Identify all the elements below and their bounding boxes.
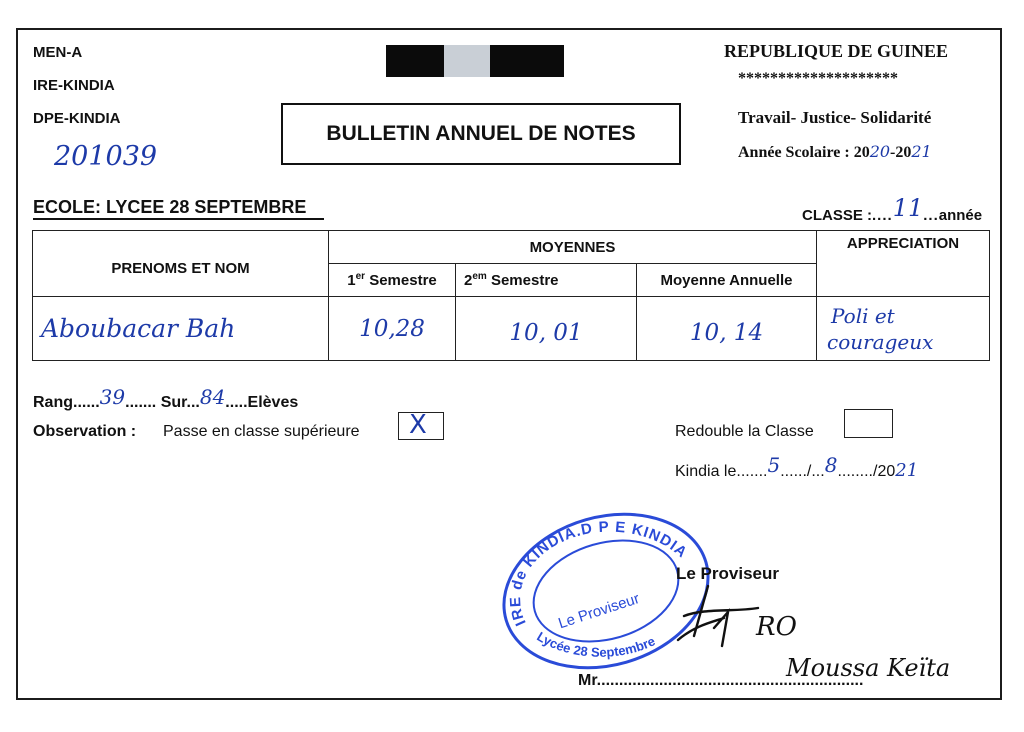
school-year-hand-2: 21 bbox=[911, 142, 932, 161]
school-year-label: Année Scolaire : 20 bbox=[738, 144, 870, 161]
date-year-hand: 21 bbox=[895, 460, 919, 481]
class-field bbox=[802, 194, 983, 226]
signature-scribble bbox=[664, 578, 774, 658]
sem2-value: 10, 01 bbox=[456, 297, 637, 361]
date-label: Kindia le bbox=[675, 463, 737, 480]
header-sem1 bbox=[329, 264, 456, 297]
date-day: 5 bbox=[767, 453, 781, 477]
appreciation-line-2: courageux bbox=[827, 329, 934, 354]
class-label: CLASSE : bbox=[802, 207, 873, 224]
signature-initials: RO bbox=[756, 612, 797, 642]
motto: Travail- Justice- Solidarité bbox=[738, 108, 932, 127]
sur-label: Sur bbox=[160, 394, 187, 411]
eleves-label: Elèves bbox=[247, 394, 299, 411]
dpe-line: DPE-KINDIA bbox=[33, 110, 121, 127]
school-year-hand-1: 20 bbox=[869, 142, 891, 161]
school-name: ECOLE: LYCEE 28 SEPTEMBRE bbox=[33, 197, 324, 220]
rank-dots-b: ....... bbox=[125, 394, 157, 411]
student-name: Aboubacar Bah bbox=[33, 297, 329, 361]
stars-line: ******************** bbox=[738, 70, 898, 87]
stamp-outer-text: IRE de KINDIA.D P E KINDIA bbox=[506, 518, 691, 629]
redaction-bar bbox=[386, 45, 564, 77]
mr-dots: ........................................................... bbox=[601, 672, 864, 689]
sem1-prefix: 1 bbox=[347, 272, 356, 289]
signatory-title: Le Proviseur bbox=[676, 564, 779, 583]
header-annual: Moyenne Annuelle bbox=[637, 264, 817, 297]
country-name: REPUBLIQUE DE GUINEE bbox=[724, 41, 949, 61]
sem1-suffix: Semestre bbox=[365, 272, 437, 289]
date-line bbox=[675, 453, 919, 481]
rank-dots-c: ... bbox=[186, 394, 200, 411]
date-dots-c: ... bbox=[811, 463, 825, 480]
sem2-sup: em bbox=[472, 271, 487, 282]
class-dots-right: ... bbox=[923, 207, 939, 224]
sem2-prefix: 2 bbox=[464, 272, 473, 289]
redouble-checkbox[interactable] bbox=[844, 409, 893, 438]
school-year bbox=[738, 142, 932, 162]
total-value: 84 bbox=[199, 385, 226, 409]
class-dots-left: .... bbox=[872, 207, 893, 224]
ire-line: IRE-KINDIA bbox=[33, 77, 115, 94]
rank-dots-d: ..... bbox=[225, 394, 248, 411]
date-year-prefix: /20 bbox=[873, 463, 896, 480]
promoted-checkbox[interactable] bbox=[398, 412, 444, 440]
annual-value: 10, 14 bbox=[637, 297, 817, 361]
document-title: BULLETIN ANNUEL DE NOTES bbox=[281, 103, 681, 165]
rank-dots-a: ...... bbox=[73, 394, 100, 411]
handwritten-id: 201039 bbox=[54, 141, 158, 172]
date-dots-b: ...... bbox=[780, 463, 807, 480]
date-sep: / bbox=[806, 463, 812, 480]
stamp-center-text: Le Proviseur bbox=[556, 590, 642, 633]
redouble-label: Redouble la Classe bbox=[675, 423, 814, 440]
signatory-name: Moussa Keïta bbox=[786, 654, 951, 682]
rank-label: Rang bbox=[33, 394, 73, 411]
rank-value: 39 bbox=[99, 385, 126, 409]
class-value: 11 bbox=[892, 194, 924, 222]
date-dots-a: ....... bbox=[736, 463, 768, 480]
date-dots-d: ........ bbox=[837, 463, 873, 480]
grades-table bbox=[32, 230, 990, 361]
observation-text: Passe en classe supérieure bbox=[163, 423, 360, 440]
observation-label: Observation : bbox=[33, 423, 137, 440]
sem2-suffix: Semestre bbox=[486, 272, 559, 289]
check-mark: X bbox=[409, 410, 427, 440]
sem1-value: 10,28 bbox=[329, 297, 456, 361]
header-name: PRENOMS ET NOM bbox=[33, 231, 329, 297]
header-appreciation: APPRECIATION bbox=[817, 231, 990, 297]
appreciation-line-1: Poli et bbox=[831, 303, 895, 328]
appreciation-value bbox=[817, 297, 990, 361]
stamp-bottom-text: Lycée 28 Septembre bbox=[534, 628, 658, 660]
rank-line bbox=[33, 385, 299, 412]
header-moyennes: MOYENNES bbox=[329, 231, 817, 264]
sem1-sup: er bbox=[355, 271, 366, 282]
class-suffix: année bbox=[938, 207, 983, 224]
header-sem2 bbox=[456, 264, 637, 297]
school-year-mid: -20 bbox=[890, 144, 912, 161]
mr-label: Mr. bbox=[578, 672, 602, 689]
date-month: 8 bbox=[824, 453, 838, 477]
ministry-line: MEN-A bbox=[33, 44, 83, 61]
